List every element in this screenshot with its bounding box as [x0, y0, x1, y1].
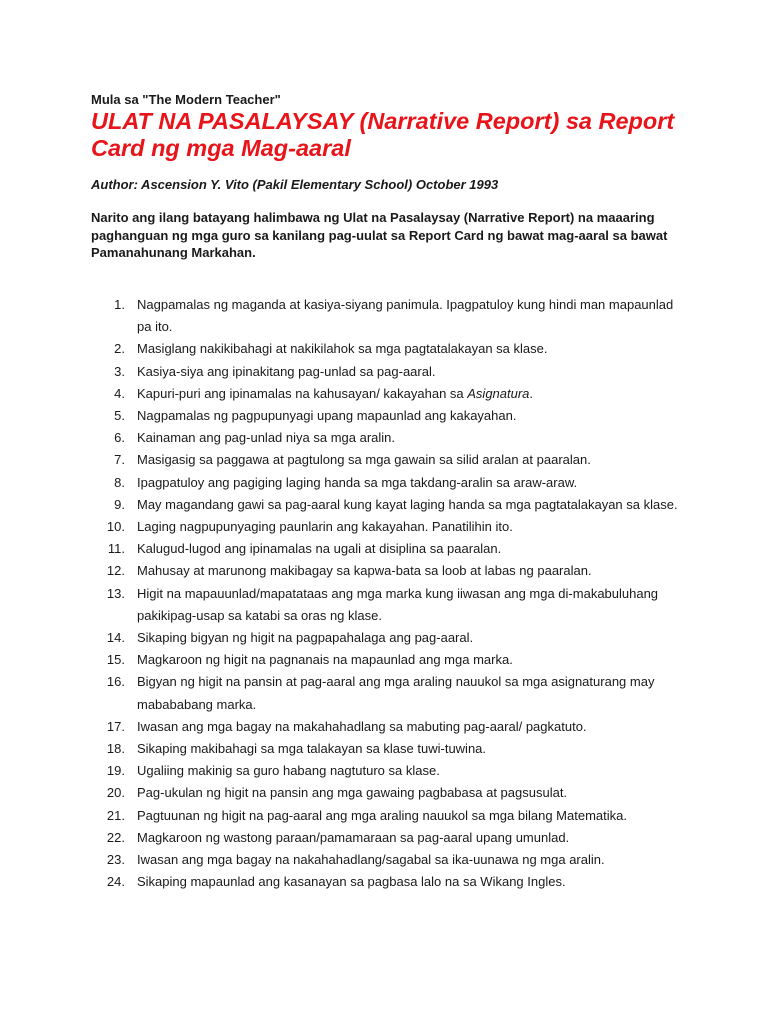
list-item [91, 338, 691, 360]
list-item [91, 383, 691, 405]
list-item-text: Pag-ukulan ng higit na pansin ang mga gawaing pagbabasa at pagsusulat. [137, 785, 568, 801]
list-item-number: 18. [106, 741, 125, 757]
list-item-text: Kapuri-puri ang ipinamalas na kahusayan/ kakayahan sa [137, 385, 468, 401]
list-item-text: Magkaroon ng wastong paraan/pamamaraan sa pag-aaral upang umunlad. [137, 829, 570, 845]
list-item [91, 849, 691, 871]
list-item-text: May magandang gawi sa pag-aaral kung kayat laging handa sa mga pagtatalakayan sa klase. [137, 496, 678, 512]
list-item-number: 6. [114, 430, 125, 446]
list-item-text: Kainaman ang pag-unlad niya sa mga aralin. [137, 430, 396, 446]
list-item-text: Nagpamalas ng maganda at kasiya-siyang panimula. Ipagpatuloy kung hindi man mapaunlad pa ito. [137, 297, 674, 335]
list-item-emphasis: Asignatura [467, 385, 530, 401]
list-item-number: 19. [106, 763, 125, 779]
document-title: ULAT NA PASALAYSAY (Narrative Report) sa Report Card ng mga Mag-aaral [91, 108, 675, 161]
list-item [91, 649, 691, 671]
list-item-text: Ipagpatuloy ang pagiging laging handa sa mga takdang-aralin sa araw-araw. [137, 474, 578, 490]
list-item [91, 560, 691, 582]
list-item-text: Ugaliing makinig sa guro habang nagtuturo sa klase. [137, 763, 440, 779]
list-item-text: Sikaping bigyan ng higit na pagpapahalaga ang pag-aaral. [137, 630, 474, 646]
list-item [91, 494, 691, 516]
list-item-text: Sikaping mapaunlad ang kasanayan sa pagbasa lalo na sa Wikang Ingles. [137, 874, 566, 890]
list-item-number: 23. [106, 852, 125, 868]
list-item-text: Magkaroon ng higit na pagnanais na mapaunlad ang mga marka. [137, 652, 513, 668]
source-line: Mula sa "The Modern Teacher" [91, 92, 281, 107]
list-item [91, 294, 691, 338]
list-item-text: Laging nagpupunyaging paunlarin ang kakayahan. Panatilihin ito. [137, 519, 513, 535]
list-item [91, 405, 691, 427]
list-item-number: 12. [106, 563, 125, 579]
list-item-number: 20. [106, 785, 125, 801]
list-item [91, 871, 691, 893]
list-item-text: Kasiya-siya ang ipinakitang pag-unlad sa pag-aaral. [137, 363, 436, 379]
list-item [91, 827, 691, 849]
list-item-text: Pagtuunan ng higit na pag-aaral ang mga araling nauukol sa mga bilang Matematika. [137, 807, 627, 823]
list-item-text: Nagpamalas ng pagpupunyagi upang mapaunlad ang kakayahan. [137, 408, 517, 424]
list-item [91, 472, 691, 494]
list-item-number: 4. [114, 385, 125, 401]
list-item-number: 24. [106, 874, 125, 890]
list-item [91, 805, 691, 827]
list-item-text: Masiglang nakikibahagi at nakikilahok sa mga pagtatalakayan sa klase. [137, 341, 548, 357]
list-item-text: Higit na mapauunlad/mapatataas ang mga marka kung iiwasan ang mga di-makabuluhang pakikipag-usap sa katabi sa oras ng klase. [137, 585, 659, 623]
list-item-number: 16. [106, 674, 125, 690]
list-item [91, 427, 691, 449]
list-item-text: Masigasig sa paggawa at pagtulong sa mga gawain sa silid aralan at paaralan. [137, 452, 591, 468]
list-item-text: Kalugud-lugod ang ipinamalas na ugali at disiplina sa paaralan. [137, 541, 502, 557]
list-item [91, 583, 691, 627]
list-item-number: 22. [106, 829, 125, 845]
list-item-number: 17. [106, 718, 125, 734]
list-item-number: 11. [107, 541, 125, 557]
list-item [91, 738, 691, 760]
report-items-list [91, 294, 691, 893]
list-item-text: Iwasan ang mga bagay na makahahadlang sa mabuting pag-aaral/ pagkatuto. [137, 718, 587, 734]
list-item [91, 361, 691, 383]
list-item-number: 3. [114, 363, 125, 379]
list-item-number: 10. [106, 519, 125, 535]
list-item [91, 760, 691, 782]
list-item-text: Mahusay at marunong makibagay sa kapwa-bata sa loob at labas ng paaralan. [137, 563, 592, 579]
list-item-number: 2. [114, 341, 125, 357]
list-item-number: 21. [106, 807, 125, 823]
list-item-number: 5. [114, 408, 125, 424]
list-item-text: Iwasan ang mga bagay na nakahahadlang/sagabal sa ika-uunawa ng mga aralin. [137, 852, 605, 868]
list-item [91, 671, 691, 715]
intro-paragraph: Narito ang ilang batayang halimbawa ng Ulat na Pasalaysay (Narrative Report) na maaaring paghanguan ng mga guro sa kanilang pag-uulat sa Report Card ng bawat mag-aaral sa bawat Pamanahunang Markahan. [91, 210, 668, 260]
list-item [91, 782, 691, 804]
list-item-number: 14. [106, 630, 125, 646]
list-item-number: 7. [114, 452, 125, 468]
list-item-number: 8. [114, 474, 125, 490]
list-item-text: Bigyan ng higit na pansin at pag-aaral ang mga araling nauukol sa mga asignaturang may mabababang marka. [137, 674, 655, 712]
list-item-punctuation: . [529, 385, 534, 401]
author-line: Author: Ascension Y. Vito (Pakil Elementary School) October 1993 [91, 177, 499, 192]
list-item-number: 1. [114, 297, 125, 312]
list-item-text: Sikaping makibahagi sa mga talakayan sa klase tuwi-tuwina. [137, 741, 487, 757]
list-item [91, 627, 691, 649]
list-item [91, 449, 691, 471]
list-item [91, 516, 691, 538]
list-item [91, 716, 691, 738]
list-item-number: 15. [106, 652, 125, 668]
list-item-number: 9. [114, 496, 125, 512]
list-item [91, 538, 691, 560]
list-item-number: 13. [106, 585, 125, 601]
